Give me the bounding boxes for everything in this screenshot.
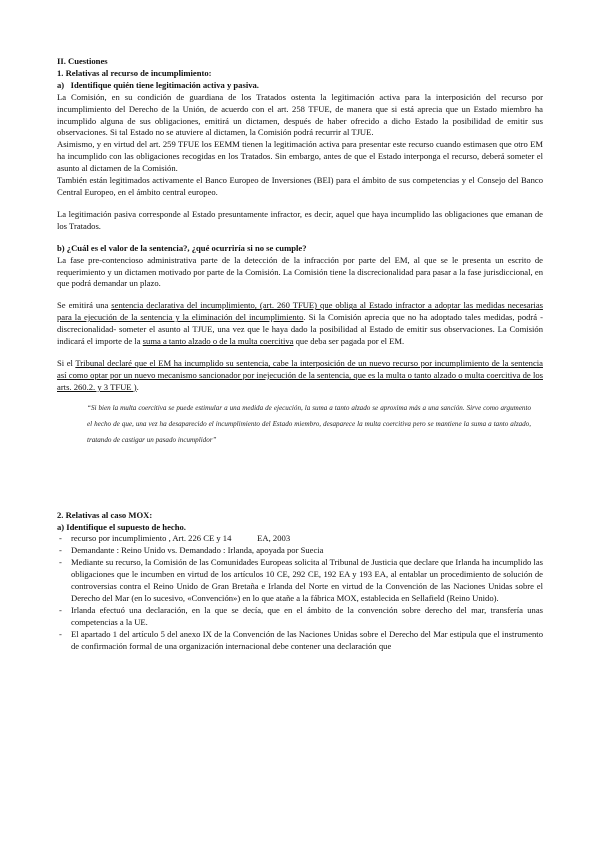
fact-list bbox=[57, 533, 543, 652]
list-item: - recurso por incumplimiento , Art. 226 CE y 14 EA, 2003 bbox=[57, 533, 543, 545]
paragraph-eemm-legitimacion: Asimismo, y en virtud del art. 259 TFUE los EEMM tienen la legitimación activa para presentar este recurso cuando estimasen que otro EM ha incumplido con las obligaciones recogidas en los Tratados. Sin embargo, antes de que el Estado interponga el recurso, deberá someter el asunto al dictamen de la Comisión. bbox=[57, 139, 543, 174]
section-title-recurso-incumplimiento: 1. Relativas al recurso de incumplimiento: bbox=[57, 67, 212, 78]
list-item: - Mediante su recurso, la Comisión de las Comunidades Europeas solicita al Tribunal de Justicia que declare que Irlanda ha incumplido las obligaciones que le incumben en virtud de los artículos 10 CE, 292 CE, 192 EA y 193 EA, al entablar un procedimiento de solución de controversias contra el Reino Unido de Gran Bretaña e Irlanda del Norte en virtud de la Convención de las Naciones Unidas sobre el Derecho del Mar (en lo sucesivo, «Convención») en lo que atañe a la fábrica MOX, establecida en Sellafield (Reino Unido). bbox=[57, 557, 543, 605]
list-item: - El apartado 1 del artículo 5 del anexo IX de la Convención de las Naciones Unidas sobre el Derecho del Mar estipula que el instrumento de confirmación formal de una organización internacional debe contener una declaración que bbox=[57, 629, 543, 653]
paragraph-legitimacion-pasiva: La legitimación pasiva corresponde al Estado presuntamente infractor, es decir, aquel que haya incumplido las obligaciones que emanan de los Tratados. bbox=[57, 208, 543, 231]
paragraph-nuevo-recurso bbox=[57, 358, 543, 394]
document-page bbox=[57, 56, 543, 653]
list-item: - Irlanda efectuó una declaración, en la que se decía, que en el ámbito de la convención sobre derecho del mar, transfería unas competencias a la UE. bbox=[57, 605, 543, 629]
paragraph-bei-legitimacion: También están legitimados activamente el Banco Europeo de Inversiones (BEI) para el ámbito de sus competencias y el Consejo del Banco Central Europeo, en el ámbito central europeo. bbox=[57, 175, 543, 197]
list-item: - Demandante : Reino Unido vs. Demandado : Irlanda, apoyada por Suecia bbox=[57, 545, 543, 557]
section-title-caso-mox: 2. Relativas al caso MOX: bbox=[57, 509, 153, 520]
question-b-valor-sentencia: b) ¿Cuál es el valor de la sentencia?, ¿qué ocurriría si no se cumple? bbox=[57, 242, 307, 253]
text-run: . Si la Comisión aprecia que no ha adoptado tales medidas, podrá - discrecionalidad- someter el asunto al TJUE, una vez que le haya dado la posibilidad al Estado de emitir sus observaciones. La Comisión indicará el importe de la bbox=[57, 312, 543, 347]
text-run: Se emitirá una bbox=[57, 300, 112, 311]
underlined-text-run: sentencia declarativa del incumplimiento, (art. 260 TFUE) que obliga al Estado infractor a adoptar las medidas necesarias para la ejecución de la sentencia y la eliminación del incumplimiento bbox=[57, 300, 543, 323]
text-run: Si el bbox=[57, 357, 76, 368]
question-a-legitimacion: a) Identifique quién tiene legitimación activa y pasiva. bbox=[57, 79, 259, 90]
paragraph-fase-precontenciosa: La fase pre-contencioso administrativa parte de la detección de la infracción por parte del EM, al que se le presenta un escrito de requerimiento y un dictamen motivado por parte de la Comisión. La Comisión tiene la discrecionalidad para pasar a la fase jurisdiccional, en que podrá demandar un plazo. bbox=[57, 254, 543, 289]
underlined-text-run: Tribunal declaré que el EM ha incumplido su sentencia, cabe la interposición de un nuevo recurso por incumplimiento de la sentencia así como optar por un nuevo mecanismo sancionador por inejecución de la sentencia, que es la multa o tanto alzado o multa coercitiva de los arts. 260.2. y 3 TFUE ) bbox=[57, 357, 543, 392]
underlined-text-run: suma a tanto alzado o de la multa coercitiva bbox=[142, 336, 294, 347]
block-quote: “Si bien la multa coercitiva se puede estimular a una medida de ejecución, la suma a tanto alzado se aproxima más a una sanción. Sirve como argumento el hecho de que, una vez ha desaparecido el incumplimiento del Estado miembro, desaparece la multa coercitiva pero se mantiene la suma a tanto alzado, tratando de castigar un pasado incumplidor” bbox=[87, 403, 531, 444]
text-run: que deba ser pagada por el EM. bbox=[293, 336, 405, 347]
question-a-supuesto-hecho: a) Identifique el supuesto de hecho. bbox=[57, 521, 186, 532]
section-heading-cuestiones: II. Cuestiones bbox=[57, 56, 108, 66]
paragraph-sentencia-declarativa bbox=[57, 300, 543, 348]
text-run: . bbox=[136, 381, 139, 392]
paragraph-comision-legitimacion: La Comisión, en su condición de guardiana de los Tratados ostenta la legitimación activa para la interposición del recurso por incumplimiento del Derecho de la Unión, de acuerdo con el art. 258 TFUE, de manera que si está aprecia que un Estado miembro ha incumplido alguna de sus obligaciones, emitirá un dictamen, después de haber ofrecido a dicho Estado la posibilidad de emitir sus observaciones. Si tal Estado no se atuviere al dictamen, la Comisión podrá recurrir al TJUE. bbox=[57, 91, 543, 138]
